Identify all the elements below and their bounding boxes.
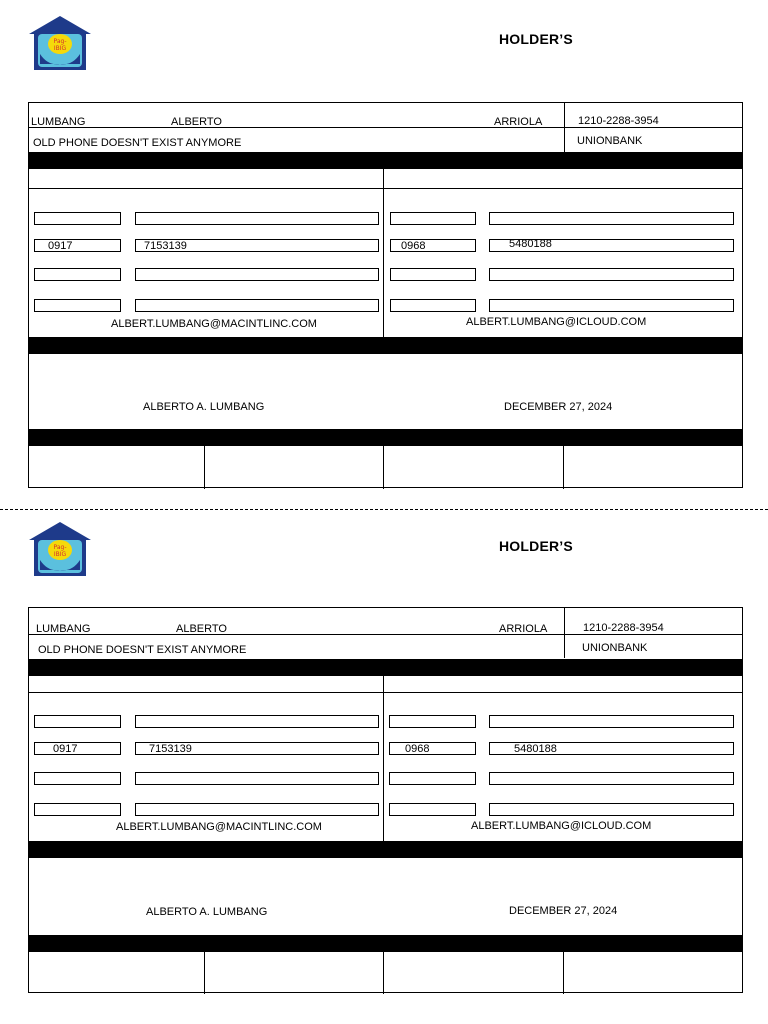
first-name-value: ALBERTO: [171, 116, 222, 128]
contact-box: [34, 212, 121, 225]
phone-number-value: 7153139: [149, 743, 192, 755]
contact-box: [34, 715, 121, 728]
bank-value: UNIONBANK: [582, 642, 648, 654]
email-value: ALBERT.LUMBANG@ICLOUD.COM: [471, 820, 652, 832]
first-name-value: ALBERTO: [176, 623, 227, 635]
holder-form: [28, 607, 743, 993]
divider: [563, 446, 564, 489]
contact-box: [489, 212, 734, 225]
account-number-value: 1210-2288-3954: [583, 622, 664, 634]
signature-date-value: DECEMBER 27, 2024: [504, 401, 613, 413]
phone-prefix-value: 0917: [53, 743, 78, 755]
middle-name-value: ARRIOLA: [499, 623, 548, 635]
form-copy-bottom: [0, 506, 768, 1006]
svg-text:IBIG: IBIG: [53, 551, 67, 558]
pag-ibig-logo-icon: [28, 14, 92, 72]
email-value: ALBERT.LUMBANG@MACINTLINC.COM: [116, 821, 322, 833]
divider: [383, 169, 384, 337]
contact-box: [135, 268, 379, 281]
contact-box: [135, 299, 379, 312]
phone-number-box: [489, 742, 734, 755]
divider: [29, 692, 742, 693]
phone-prefix-box: [34, 742, 121, 755]
contact-box: [489, 715, 734, 728]
last-name-value: LUMBANG: [36, 623, 91, 635]
contact-box: [489, 803, 734, 816]
contact-box: [389, 715, 476, 728]
phone-number-box: [135, 742, 379, 755]
contact-box: [34, 772, 121, 785]
svg-text:Pag-: Pag-: [53, 38, 67, 45]
signature-name-value: ALBERTO A. LUMBANG: [143, 401, 265, 413]
middle-name-value: ARRIOLA: [494, 116, 543, 128]
last-name-value: LUMBANG: [31, 116, 86, 128]
contact-box: [135, 772, 379, 785]
svg-text:Pag-: Pag-: [53, 544, 67, 551]
phone-prefix-box: [390, 239, 476, 252]
form-title: HOLDER’S: [499, 538, 573, 554]
section-bar: [29, 429, 742, 446]
contact-box: [34, 299, 121, 312]
remarks-value: OLD PHONE DOESN'T EXIST ANYMORE: [33, 137, 242, 149]
divider: [204, 446, 205, 489]
contact-box: [489, 268, 734, 281]
phone-prefix-box: [34, 239, 121, 252]
form-copy-top: [0, 0, 768, 500]
phone-prefix-value: 0968: [401, 240, 426, 252]
holder-form: [28, 102, 743, 488]
phone-prefix-value: 0917: [48, 240, 73, 252]
bank-value: UNIONBANK: [577, 135, 643, 147]
contact-box: [34, 268, 121, 281]
contact-box: [489, 299, 734, 312]
section-bar: [29, 152, 742, 169]
divider: [564, 608, 565, 658]
divider: [383, 952, 384, 994]
divider: [29, 127, 742, 128]
phone-prefix-box: [389, 742, 476, 755]
divider: [563, 952, 564, 994]
signature-date-value: DECEMBER 27, 2024: [509, 905, 618, 917]
account-number-value: 1210-2288-3954: [578, 115, 659, 127]
divider: [383, 446, 384, 489]
contact-box: [135, 715, 379, 728]
divider: [29, 634, 742, 635]
phone-number-value: 7153139: [144, 240, 187, 252]
contact-box: [135, 212, 379, 225]
signature-name-value: ALBERTO A. LUMBANG: [146, 906, 268, 918]
divider: [29, 188, 742, 189]
section-bar: [29, 841, 742, 858]
phone-number-box: [135, 239, 379, 252]
contact-box: [390, 212, 476, 225]
contact-box: [390, 299, 476, 312]
section-bar: [29, 659, 742, 676]
contact-box: [390, 268, 476, 281]
phone-number-value: 5480188: [509, 238, 552, 250]
contact-box: [389, 803, 476, 816]
divider: [204, 952, 205, 994]
contact-box: [389, 772, 476, 785]
phone-number-value: 5480188: [514, 743, 557, 755]
svg-text:IBIG: IBIG: [53, 45, 67, 52]
section-bar: [29, 337, 742, 354]
phone-prefix-value: 0968: [405, 743, 430, 755]
email-value: ALBERT.LUMBANG@MACINTLINC.COM: [111, 318, 317, 330]
section-bar: [29, 935, 742, 952]
remarks-value: OLD PHONE DOESN'T EXIST ANYMORE: [38, 644, 247, 656]
form-title: HOLDER’S: [499, 31, 573, 47]
contact-box: [489, 772, 734, 785]
phone-number-box: [489, 239, 734, 252]
divider: [383, 676, 384, 841]
pag-ibig-logo-icon: [28, 520, 92, 578]
contact-box: [135, 803, 379, 816]
contact-box: [34, 803, 121, 816]
email-value: ALBERT.LUMBANG@ICLOUD.COM: [466, 316, 647, 328]
divider: [564, 103, 565, 153]
